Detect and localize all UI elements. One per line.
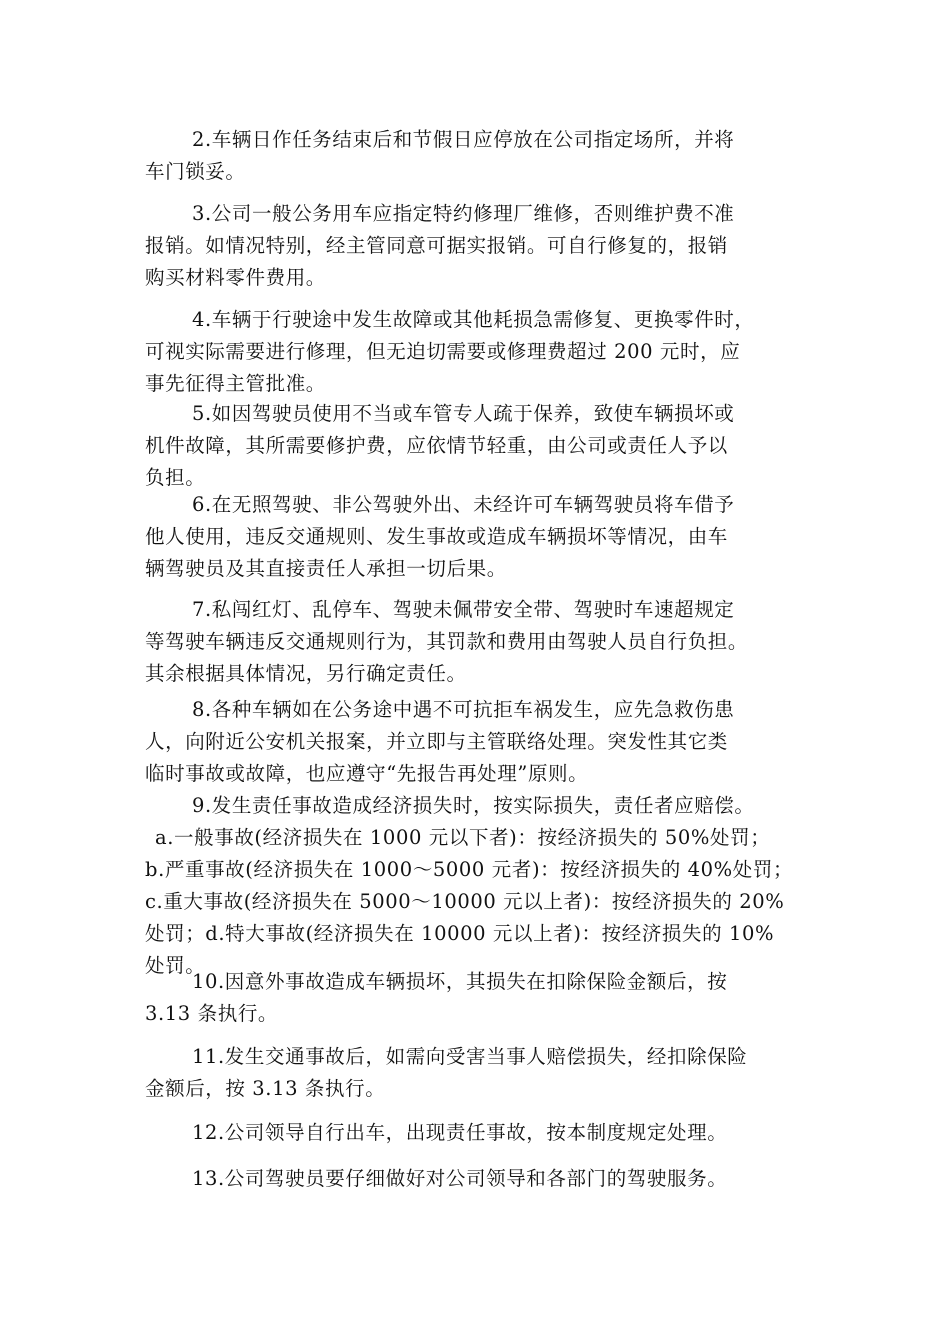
paragraph-line: c.重大事故(经济损失在 5000～10000 元以上者)：按经济损失的 20% — [145, 890, 785, 913]
paragraph-item-8 — [145, 694, 813, 790]
paragraph-line: b.严重事故(经济损失在 1000～5000 元者)：按经济损失的 40%处罚； — [145, 858, 794, 881]
paragraph-line: 事先征得主管批准。 — [145, 372, 326, 395]
paragraph-item-3 — [145, 198, 813, 294]
paragraph-line: a.一般事故(经济损失在 1000 元以下者)：按经济损失的 50%处罚； — [155, 826, 771, 849]
paragraph-line: 2.车辆日作任务结束后和节假日应停放在公司指定场所，并将 — [192, 128, 735, 151]
paragraph-line: 其余根据具体情况，另行确定责任。 — [145, 662, 467, 685]
paragraph-line: 辆驾驶员及其直接责任人承担一切后果。 — [145, 557, 507, 580]
paragraph-item-9 — [145, 790, 813, 982]
paragraph-item-4 — [145, 304, 813, 400]
paragraph-item-11 — [145, 1041, 813, 1105]
paragraph-item-12 — [145, 1117, 813, 1149]
paragraph-line: 等驾驶车辆违反交通规则行为，其罚款和费用由驾驶人员自行负担。 — [145, 630, 749, 653]
paragraph-item-7 — [145, 594, 813, 690]
paragraph-line: 购买材料零件费用。 — [145, 266, 326, 289]
paragraph-line: 5.如因驾驶员使用不当或车管专人疏于保养，致使车辆损坏或 — [192, 402, 735, 425]
paragraph-line: 处罚。 — [145, 954, 206, 977]
paragraph-line: 4.车辆于行驶途中发生故障或其他耗损急需修复、更换零件时， — [192, 308, 755, 331]
paragraph-item-2 — [145, 124, 813, 188]
paragraph-line: 8.各种车辆如在公务途中遇不可抗拒车祸发生，应先急救伤患 — [192, 698, 735, 721]
paragraph-line: 10.因意外事故造成车辆损坏，其损失在扣除保险金额后，按 — [192, 970, 728, 993]
paragraph-item-10 — [145, 966, 813, 1030]
paragraph-line: 金额后，按 3.13 条执行。 — [145, 1077, 386, 1100]
paragraph-line: 3.公司一般公务用车应指定特约修理厂维修，否则维护费不准 — [192, 202, 735, 225]
paragraph-line: 12.公司领导自行出车，出现责任事故，按本制度规定处理。 — [192, 1121, 728, 1144]
paragraph-line: 车门锁妥。 — [145, 160, 246, 183]
paragraph-line: 人，向附近公安机关报案，并立即与主管联络处理。突发性其它类 — [145, 730, 728, 753]
paragraph-line: 机件故障，其所需要修护费，应依情节轻重，由公司或责任人予以 — [145, 434, 728, 457]
paragraph-line: 处罚；d.特大事故(经济损失在 10000 元以上者)：按经济损失的 10% — [145, 922, 775, 945]
paragraph-item-5 — [145, 398, 813, 494]
paragraph-line: 可视实际需要进行修理，但无迫切需要或修理费超过 200 元时，应 — [145, 340, 741, 363]
paragraph-line: 11.发生交通事故后，如需向受害当事人赔偿损失，经扣除保险 — [192, 1045, 748, 1068]
paragraph-line: 9.发生责任事故造成经济损失时，按实际损失，责任者应赔偿。 — [192, 794, 755, 817]
paragraph-line: 临时事故或故障，也应遵守“先报告再处理”原则。 — [145, 762, 589, 785]
paragraph-line: 6.在无照驾驶、非公驾驶外出、未经许可车辆驾驶员将车借予 — [192, 493, 735, 516]
paragraph-line: 3.13 条执行。 — [145, 1002, 279, 1025]
paragraph-item-6 — [145, 489, 813, 585]
paragraph-line: 负担。 — [145, 466, 206, 489]
paragraph-line: 报销。如情况特别，经主管同意可据实报销。可自行修复的，报销 — [145, 234, 728, 257]
paragraph-line: 他人使用，违反交通规则、发生事故或造成车辆损坏等情况，由车 — [145, 525, 728, 548]
paragraph-item-13 — [145, 1163, 813, 1195]
paragraph-line: 7.私闯红灯、乱停车、驾驶未佩带安全带、驾驶时车速超规定 — [192, 598, 735, 621]
paragraph-line: 13.公司驾驶员要仔细做好对公司领导和各部门的驾驶服务。 — [192, 1167, 728, 1190]
